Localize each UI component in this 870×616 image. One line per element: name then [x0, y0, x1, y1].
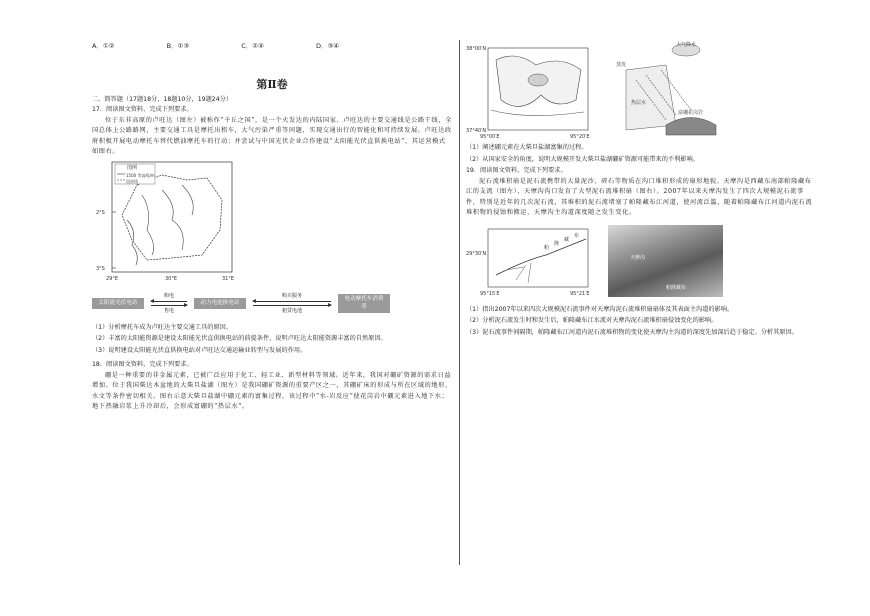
arrow-left-2 — [253, 301, 331, 302]
arrow-right-2 — [253, 305, 331, 306]
q17-intro: 17．阅读图文资料，完成下列要求。 — [92, 106, 193, 113]
map-legend-title: 图例 — [127, 164, 138, 171]
map-legend-contour: 1500 等高线/m — [126, 172, 155, 178]
boron-process-diagram — [606, 40, 726, 140]
lat-label-3740: 37°40′N — [466, 128, 487, 134]
q18-figures — [466, 40, 816, 142]
arrow-right — [151, 305, 187, 306]
rwanda-map — [92, 160, 257, 285]
lat-label-top: 2°S — [96, 209, 105, 216]
arrow-label-buy-service: 购买服务 — [281, 292, 302, 299]
q17-question-1: （1）分析摩托车成为卢旺达主要交通工具的原因。 — [92, 323, 233, 331]
column-divider — [459, 40, 460, 565]
swap-station-box: 动力电池换电站 — [194, 298, 246, 310]
q18-paragraph: 硼是一种重要的非金属元素，已被广泛应用于化工、轻工业、新型材料等领域。近年来，我国对硼矿资源的需求日益增加。位于我国柴达木盆地的大柴旦盐湖（图左）是我国硼矿资源的重要产区之一，其硼矿床的形成与所在区域的地形、水文等条件密切相关。图右示意大柴旦盐湖中硼元素的富集过程，该过程中“水-岩反应”使花岗岩中硼元素进入地下水；地下热融岩浆上升冷却后，会形成富硼的“热层水”。 — [92, 371, 452, 410]
lon-label-9520: 95°20′E — [570, 134, 590, 140]
lon-label-30: 30°E — [165, 275, 178, 282]
lon-label-9521: 95°21′E — [570, 290, 590, 297]
lon-label-9515: 95°15′E — [480, 290, 500, 297]
debris-fan-photo — [608, 225, 723, 297]
label-boron-granite: 富硼花岗岩 — [678, 110, 704, 116]
river-label-long: 隆 — [554, 240, 560, 247]
right-column — [466, 40, 816, 339]
map-legend-border: 国界线 — [126, 178, 138, 184]
q19-paragraph: 泥石流堆积扇是泥石流携带的大量泥沙、碎石等物质在沟口堆积形成的扇形地貌。天摩沟是西藏东南部帕隆藏布江的支流（图左），天摩沟沟口发育了大型泥石流堆积扇（图右）。2007年以来天摩沟发生了四次大规模泥石流事件，特别是近年的几次泥石流，其堆积的泥石流堵塞了帕隆藏布江河道，使河流泛滥，随着帕隆藏布江河道内泥石流堆积物的侵蚀和搬运，天摩沟主沟道深度随之发生变化。 — [466, 177, 813, 216]
section-heading: 二、简答题（17题18分，18题10分，19题24分） — [92, 95, 233, 103]
lat-label-bottom: 3°S — [96, 265, 105, 272]
option-b: B．①③ — [166, 41, 190, 50]
river-label-zang: 藏 — [564, 236, 570, 243]
left-column — [92, 40, 452, 413]
section-title: 第Ⅱ卷 — [256, 78, 288, 91]
q18-intro: 18．阅读图文资料，完成下列要求。 — [92, 361, 193, 368]
q19-question-3: （3）泥石流事件间隔期，帕隆藏布江河道内泥石流堆积物的变化使天摩沟主沟道的深度先加深后趋于稳定。分析其原因。 — [466, 328, 798, 336]
q17-question-3: （3）说明建设太阳能光伏直供换电站对卢旺达交通运输业转型与发展的作用。 — [92, 346, 307, 354]
q19-intro: 19．阅读图文资料，完成下列要求。 — [466, 167, 567, 174]
operation-model-diagram — [92, 291, 452, 317]
option-c: C．②④ — [241, 41, 264, 50]
label-evaporation: 蒸发 — [616, 62, 627, 68]
photo-label-tianmo: 天摩沟 — [630, 254, 646, 261]
consumer-box: 电动摩托车消费者 — [338, 294, 390, 313]
q17-question-2: （2）丰富的太阳能资源是建设太阳能光伏直供换电站的前提条件，说明卢旺达太阳能资源丰富的自然原因。 — [92, 335, 387, 342]
lat-label-2930: 29°30′N — [466, 250, 487, 257]
q18-question-1: （1）阐述硼元素在大柴旦盐湖富集的过程。 — [466, 144, 588, 151]
arrow-left — [151, 301, 187, 302]
boron-diagram — [606, 40, 726, 140]
lon-label-31: 31°E — [222, 275, 235, 282]
q18-question-2: （2）从国家安全的角度，说明大规模开发大柴旦盐湖硼矿资源可能带来的不利影响。 — [466, 155, 699, 163]
lat-label-38: 38°00′N — [466, 46, 487, 52]
arrow-pair-2 — [252, 291, 332, 317]
arrow-label-sell-power: 售电 — [163, 308, 174, 314]
answer-options — [92, 40, 452, 52]
arrow-pair-1 — [150, 291, 188, 317]
lon-label-29: 29°E — [106, 275, 119, 282]
q17-paragraph: 位于东非高原的卢旺达（图左）被称作“千丘之国”，是一个火发达的内陆国家。卢旺达的主要交通线是公路干线，全国总体上公路路网，主要交通工具是摩托出租车，大气污染严重等问题，实现交通出行的智能化和可持续发展。卢旺达政府积极开展电动摩托车替代燃油摩托车的行动；并尝试与中国光伏企业合作建设“太阳能光伏直供换电站”，其运营模式如图右。 — [92, 116, 452, 155]
river-label-bu: 布 — [574, 232, 580, 239]
label-precipitation: 大气降水 — [676, 42, 697, 48]
label-thermal-water: 热层水 — [631, 100, 647, 106]
lon-label-9500: 95°00′E — [480, 134, 500, 140]
arrow-label-rent-battery: 租赁电池 — [281, 308, 302, 314]
option-a: A．①② — [92, 41, 115, 50]
q19-question-1: （1）指出2007年以来四次大规模泥石流事件对天摩沟泥石流堆积扇扇体及其表面主沟道的影响。 — [466, 305, 734, 313]
solar-station-box: 太阳能光伏电站 — [92, 298, 144, 310]
rwanda-map-figure — [92, 160, 257, 285]
river-label-pa: 帕 — [544, 244, 550, 251]
option-d: D．③④ — [315, 41, 340, 50]
arrow-label-buy-power: 购电 — [163, 292, 174, 299]
q19-question-2: （2）分析泥石流发生时和发生后，帕隆藏布江水流对天摩沟泥石流堆积扇侵蚀变化的影响。 — [466, 317, 718, 324]
salt-lake-map-figure — [466, 40, 596, 140]
salt-lake-map — [466, 40, 596, 140]
q19-figures — [466, 225, 816, 301]
photo-label-parlung: 帕隆藏布 — [666, 284, 687, 291]
tianmo-map-figure — [466, 225, 596, 299]
